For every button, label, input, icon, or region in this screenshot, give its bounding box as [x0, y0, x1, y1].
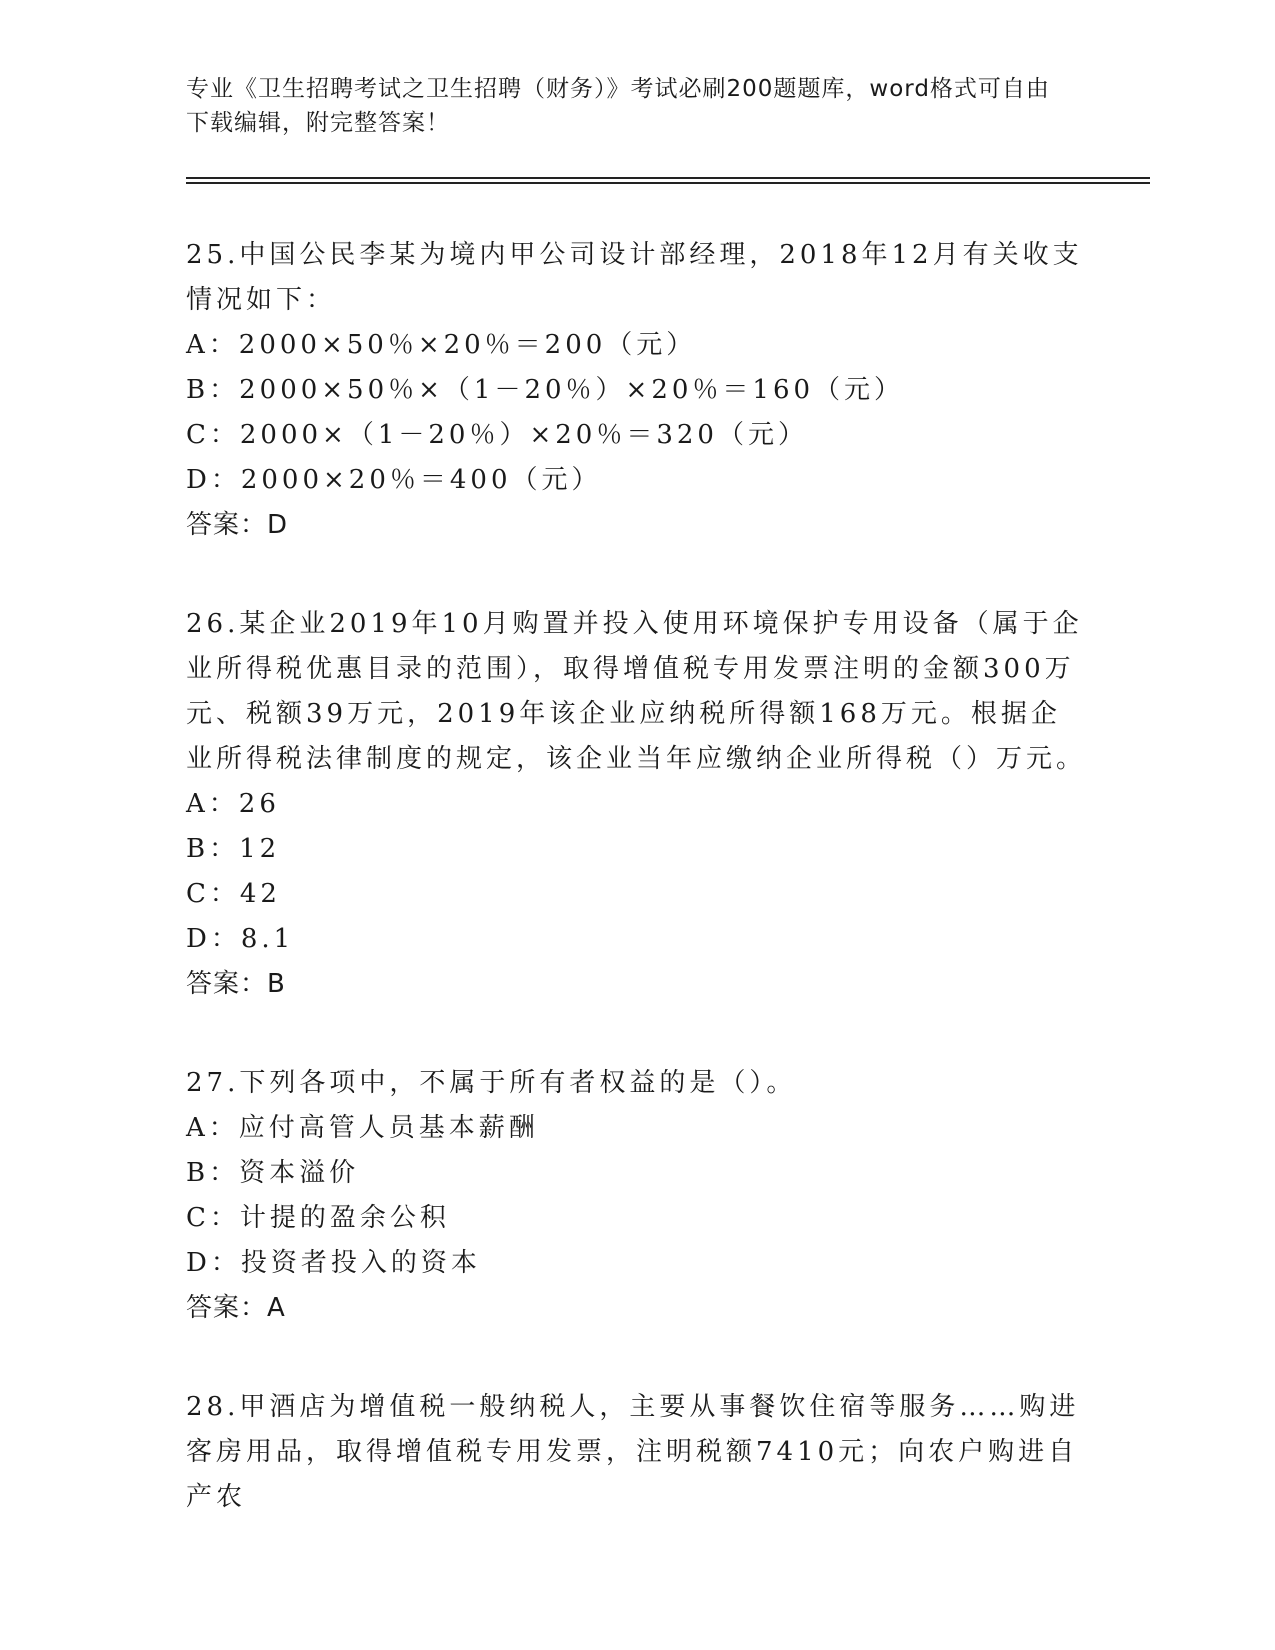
question-stem: 28.甲酒店为增值税一般纳税人，主要从事餐饮住宿等服务……购进客房用品，取得增值税专用发票，注明税额7410元；向农户购进自产农 — [186, 1392, 1080, 1512]
question-stem: 26.某企业2019年10月购置并投入使用环境保护专用设备（属于企业所得税优惠目录的范围），取得增值税专用发票注明的金额300万元、税额39万元，2019年该企业应纳税所得额168万元。根据企业所得税法律制度的规定，该企业当年应缴纳企业所得税（）万元。 — [186, 609, 1087, 774]
option-a: A：26 — [186, 789, 280, 819]
option-d: D：2000×20％＝400（元） — [186, 465, 602, 495]
question-stem: 25.中国公民李某为境内甲公司设计部经理，2018年12月有关收支情况如下： — [186, 240, 1083, 315]
option-c: C：2000×（1－20％）×20％＝320（元） — [186, 420, 808, 450]
question-27 — [186, 1061, 1086, 1331]
option-b: B：12 — [186, 834, 281, 864]
question-25 — [186, 233, 1086, 548]
question-stem: 27.下列各项中，不属于所有者权益的是（）。 — [186, 1068, 797, 1098]
header-rule-top — [186, 177, 1150, 179]
option-a: A：2000×50％×20％＝200（元） — [186, 330, 697, 360]
question-26 — [186, 602, 1086, 1007]
answer-label: 答案：A — [186, 1293, 286, 1323]
option-c: C：42 — [186, 879, 281, 909]
answer-label: 答案：D — [186, 510, 289, 540]
option-d: D：投资者投入的资本 — [186, 1248, 481, 1278]
option-c: C：计提的盈余公积 — [186, 1203, 450, 1233]
document-header: 专业《卫生招聘考试之卫生招聘（财务）》考试必刷200题题库，word格式可自由下载编辑，附完整答案！ — [186, 76, 1050, 136]
answer-label: 答案：B — [186, 969, 286, 999]
option-b: B：2000×50％×（1－20％）×20％＝160（元） — [186, 375, 905, 405]
header-rule-bottom — [186, 182, 1150, 184]
question-list — [186, 233, 1086, 1574]
option-b: B：资本溢价 — [186, 1158, 360, 1188]
option-a: A：应付高管人员基本薪酬 — [186, 1113, 539, 1143]
option-d: D：8.1 — [186, 924, 295, 954]
question-28 — [186, 1385, 1086, 1520]
